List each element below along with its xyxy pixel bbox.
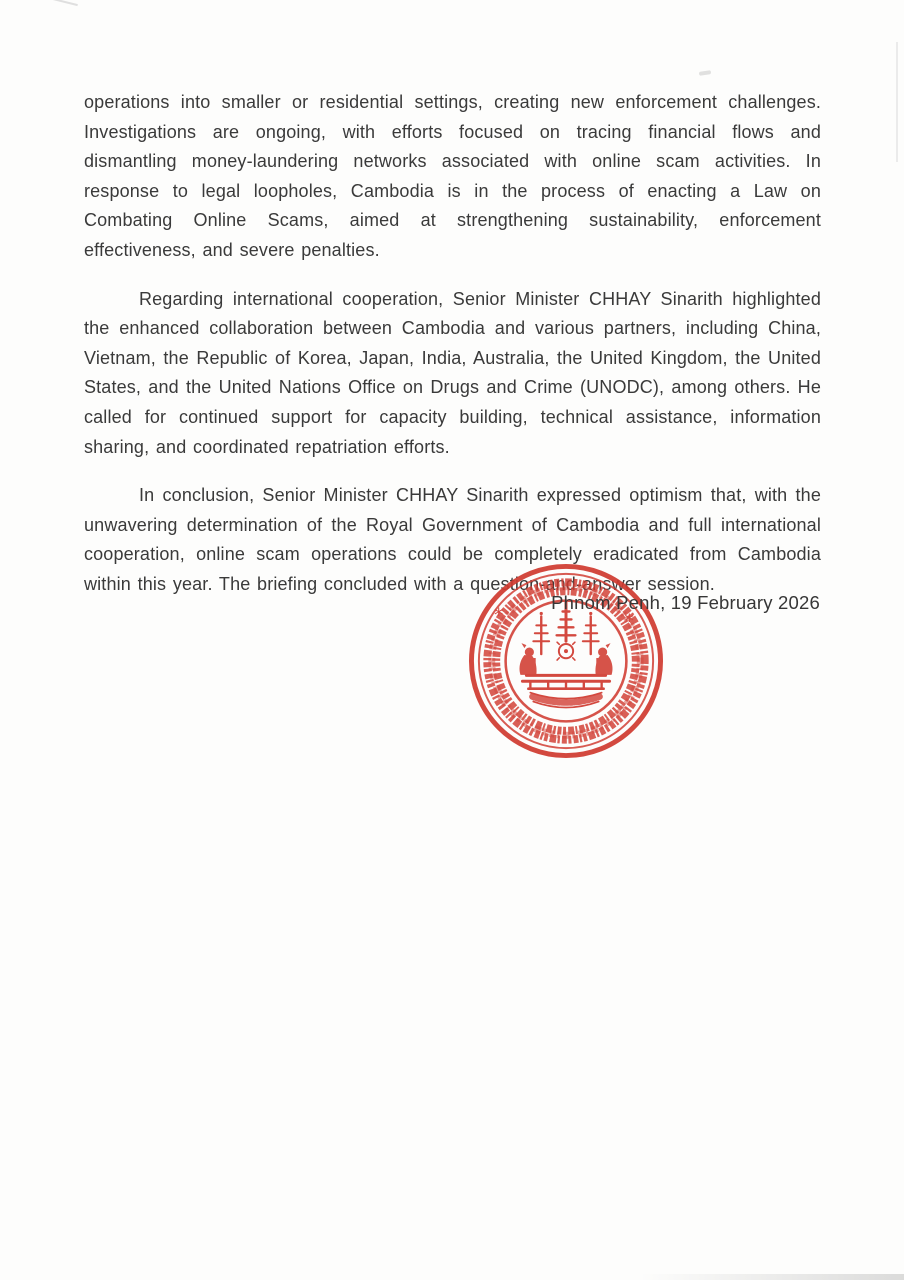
dateline: Phnom Penh, 19 February 2026 bbox=[551, 592, 820, 613]
seal-lion-left-icon bbox=[520, 643, 537, 675]
scan-artifact-right-edge bbox=[896, 42, 898, 162]
seal-asterisk-right-icon: * bbox=[624, 611, 635, 633]
seal-pedestal bbox=[522, 675, 609, 688]
scan-shadow-bottom-edge bbox=[640, 1274, 904, 1280]
paragraph-1: operations into smaller or residential settings, creating new enforcement challenges. Investigations are ongoing, with efforts focused on tracing financial flows and dismantling money-laundering networks associated with online scam activities. In response to legal loopholes, Cambodia is in the process of enacting a Law on Combating Online Scams, aimed at strengthening sustainability, enforcement effectiveness, and severe penalties. bbox=[84, 92, 821, 260]
seal-motto-ribbon bbox=[530, 693, 601, 708]
seal-asterisk-left-icon: * bbox=[493, 605, 504, 627]
paragraph-3: In conclusion, Senior Minister CHHAY Sinarith expressed optimism that, with the unwavering determination of the Royal Government of Cambodia and full international cooperation, online scam operations could be completely eradicated from Cambodia within this year. The briefing concluded with a question-and-answer session. bbox=[84, 485, 821, 594]
scan-artifact-smudge bbox=[699, 70, 711, 76]
seal-royal-arms-icon bbox=[520, 603, 613, 708]
seal-lion-right-icon bbox=[595, 643, 612, 675]
scan-artifact-topleft bbox=[52, 0, 78, 6]
body-text bbox=[84, 88, 821, 619]
paragraph-2: Regarding international cooperation, Senior Minister CHHAY Sinarith highlighted the enhanced collaboration between Cambodia and various partners, including China, Vietnam, the Republic of Korea, Japan, India, Australia, the United Kingdom, the United States, and the United Nations Office on Drugs and Crime (UNODC), among others. He called for continued support for capacity building, technical assistance, information sharing, and coordinated repatriation efforts. bbox=[84, 288, 821, 457]
